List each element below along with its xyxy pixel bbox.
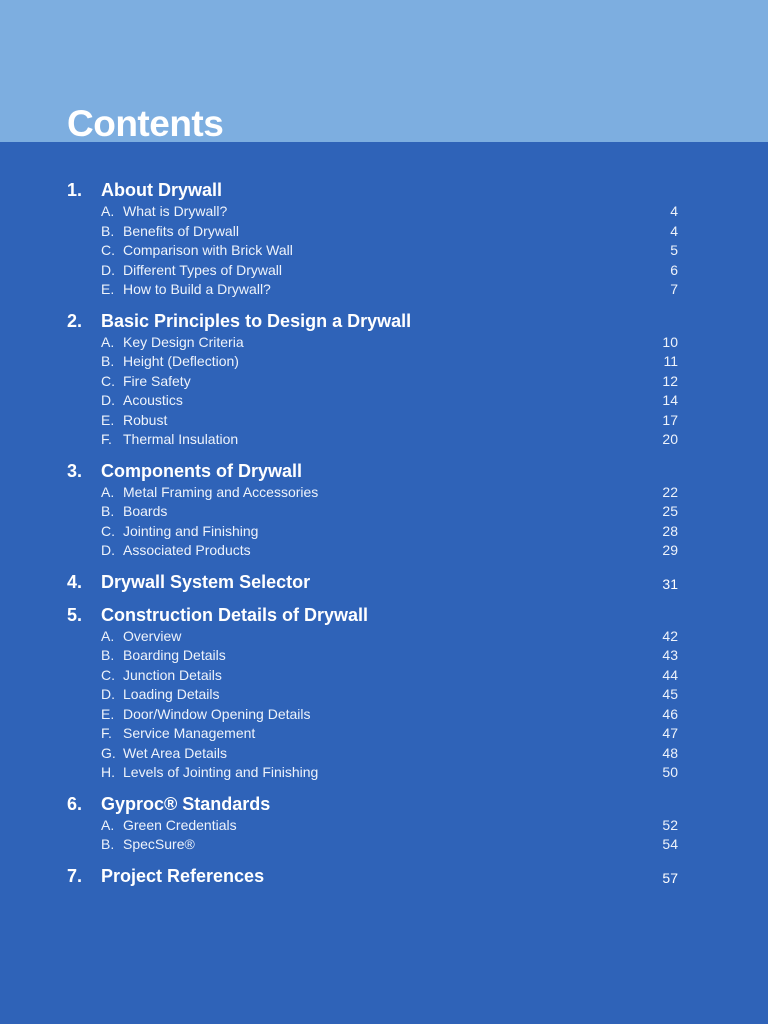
entry-letter: B. (101, 503, 115, 519)
section-title: Gyproc® Standards (101, 793, 271, 814)
toc-entry[interactable] (0, 522, 768, 542)
toc-section-heading[interactable] (0, 603, 768, 627)
entry-page-number: 25 (662, 503, 678, 519)
entry-letter: C. (101, 372, 115, 389)
entry-letter: H. (101, 764, 115, 780)
entry-page-number: 29 (662, 542, 678, 558)
entry-label: Acoustics (123, 392, 183, 408)
entry-label: Metal Framing and Accessories (123, 483, 319, 500)
section-number: 4. (67, 571, 83, 592)
toc-entry[interactable] (0, 483, 768, 503)
toc-section (0, 309, 768, 450)
entry-page-number: 10 (662, 333, 678, 350)
entry-page-number: 4 (670, 203, 678, 219)
section-title: Drywall System Selector (101, 571, 311, 592)
entry-page-number: 45 (662, 686, 678, 702)
entry-label: Comparison with Brick Wall (123, 242, 293, 258)
section-title: Basic Principles to Design a Drywall (101, 310, 412, 331)
toc-section-heading[interactable] (0, 864, 768, 888)
entry-page-number: 42 (662, 627, 678, 644)
toc-section-heading[interactable] (0, 459, 768, 483)
entry-letter: A. (101, 627, 115, 644)
entry-label: Loading Details (123, 686, 220, 702)
section-title: Construction Details of Drywall (101, 604, 369, 625)
toc-entry[interactable] (0, 202, 768, 222)
toc-entry[interactable] (0, 763, 768, 783)
toc-entry[interactable] (0, 261, 768, 281)
toc-entry[interactable] (0, 372, 768, 392)
section-page-number: 57 (662, 869, 678, 886)
entry-letter: C. (101, 242, 115, 258)
entry-label: Height (Deflection) (123, 353, 239, 369)
section-number: 1. (67, 180, 83, 200)
entry-page-number: 52 (662, 816, 678, 833)
entry-label: Door/Window Opening Details (123, 705, 311, 722)
section-page-number: 31 (662, 575, 678, 592)
entry-page-number: 20 (662, 431, 678, 447)
section-number: 7. (67, 865, 83, 886)
toc-section (0, 570, 768, 594)
entry-letter: C. (101, 666, 115, 683)
entry-label: Levels of Jointing and Finishing (123, 764, 319, 780)
entry-letter: B. (101, 836, 115, 852)
toc-section (0, 178, 768, 300)
entry-page-number: 50 (662, 764, 678, 780)
entry-letter: D. (101, 686, 115, 702)
entry-letter: D. (101, 542, 115, 558)
section-number: 3. (67, 460, 83, 481)
toc-entry[interactable] (0, 280, 768, 300)
entry-label: What is Drywall? (123, 203, 228, 219)
entry-page-number: 17 (662, 411, 678, 428)
toc-section (0, 459, 768, 561)
toc-entry[interactable] (0, 430, 768, 450)
entry-page-number: 5 (670, 242, 678, 258)
toc-entry[interactable] (0, 352, 768, 372)
entry-page-number: 4 (670, 222, 678, 239)
entry-page-number: 44 (662, 666, 678, 683)
toc-entry[interactable] (0, 411, 768, 431)
entry-label: Boarding Details (123, 647, 226, 663)
toc-entry[interactable] (0, 705, 768, 725)
section-number: 5. (67, 604, 83, 625)
entry-letter: E. (101, 281, 115, 297)
toc-section-heading[interactable] (0, 178, 768, 202)
toc-entry[interactable] (0, 744, 768, 764)
toc-entry[interactable] (0, 666, 768, 686)
entry-page-number: 22 (662, 483, 678, 500)
toc-entry[interactable] (0, 333, 768, 353)
entry-label: SpecSure® (123, 836, 195, 852)
entry-label: Robust (123, 411, 168, 428)
section-title: Components of Drywall (101, 460, 303, 481)
entry-letter: B. (101, 222, 115, 239)
entry-letter: E. (101, 705, 115, 722)
entry-label: Overview (123, 627, 182, 644)
toc-entry[interactable] (0, 391, 768, 411)
toc-entry[interactable] (0, 724, 768, 744)
toc-entry[interactable] (0, 816, 768, 836)
entry-page-number: 11 (663, 353, 678, 369)
entry-label: Wet Area Details (123, 744, 228, 761)
entry-label: Service Management (123, 725, 256, 741)
entry-label: Benefits of Drywall (123, 222, 239, 239)
entry-page-number: 14 (662, 392, 678, 408)
toc-entry[interactable] (0, 646, 768, 666)
toc-entry[interactable] (0, 241, 768, 261)
toc-section (0, 864, 768, 888)
entry-letter: E. (101, 411, 115, 428)
entry-letter: D. (101, 392, 115, 408)
entry-label: Fire Safety (123, 372, 191, 389)
entry-letter: G. (101, 744, 116, 761)
entry-letter: A. (101, 483, 115, 500)
entry-page-number: 47 (662, 725, 678, 741)
entry-letter: C. (101, 522, 115, 539)
entry-page-number: 28 (662, 522, 678, 539)
entry-label: Junction Details (123, 666, 222, 683)
section-number: 6. (67, 793, 83, 814)
toc-entry[interactable] (0, 541, 768, 561)
section-number: 2. (67, 310, 83, 331)
entry-label: Different Types of Drywall (123, 261, 282, 278)
entry-letter: F. (101, 431, 112, 447)
entry-letter: A. (101, 816, 115, 833)
entry-letter: B. (101, 647, 115, 663)
toc-section-heading[interactable] (0, 570, 768, 594)
entry-label: Associated Products (123, 542, 251, 558)
section-title: About Drywall (101, 180, 223, 200)
entry-letter: D. (101, 261, 115, 278)
toc-entry[interactable] (0, 222, 768, 242)
entry-page-number: 7 (670, 281, 678, 297)
toc-entry[interactable] (0, 502, 768, 522)
toc-section (0, 603, 768, 783)
entry-page-number: 6 (670, 261, 678, 278)
entry-label: Green Credentials (123, 816, 237, 833)
entry-page-number: 48 (662, 744, 678, 761)
entry-page-number: 54 (662, 836, 678, 852)
toc-entry[interactable] (0, 835, 768, 855)
entry-label: How to Build a Drywall? (123, 281, 271, 297)
table-of-contents (0, 178, 768, 897)
entry-label: Thermal Insulation (123, 431, 239, 447)
page-title: Contents (67, 103, 224, 144)
toc-entry[interactable] (0, 627, 768, 647)
entry-letter: B. (101, 353, 115, 369)
entry-label: Jointing and Finishing (123, 522, 259, 539)
entry-page-number: 12 (662, 372, 678, 389)
toc-section (0, 792, 768, 855)
entry-label: Boards (123, 503, 168, 519)
entry-page-number: 43 (662, 647, 678, 663)
entry-letter: A. (101, 203, 115, 219)
toc-section-heading[interactable] (0, 309, 768, 333)
entry-letter: F. (101, 725, 112, 741)
toc-entry[interactable] (0, 685, 768, 705)
section-title: Project References (101, 865, 265, 886)
entry-letter: A. (101, 333, 115, 350)
entry-label: Key Design Criteria (123, 333, 244, 350)
entry-page-number: 46 (662, 705, 678, 722)
toc-section-heading[interactable] (0, 792, 768, 816)
